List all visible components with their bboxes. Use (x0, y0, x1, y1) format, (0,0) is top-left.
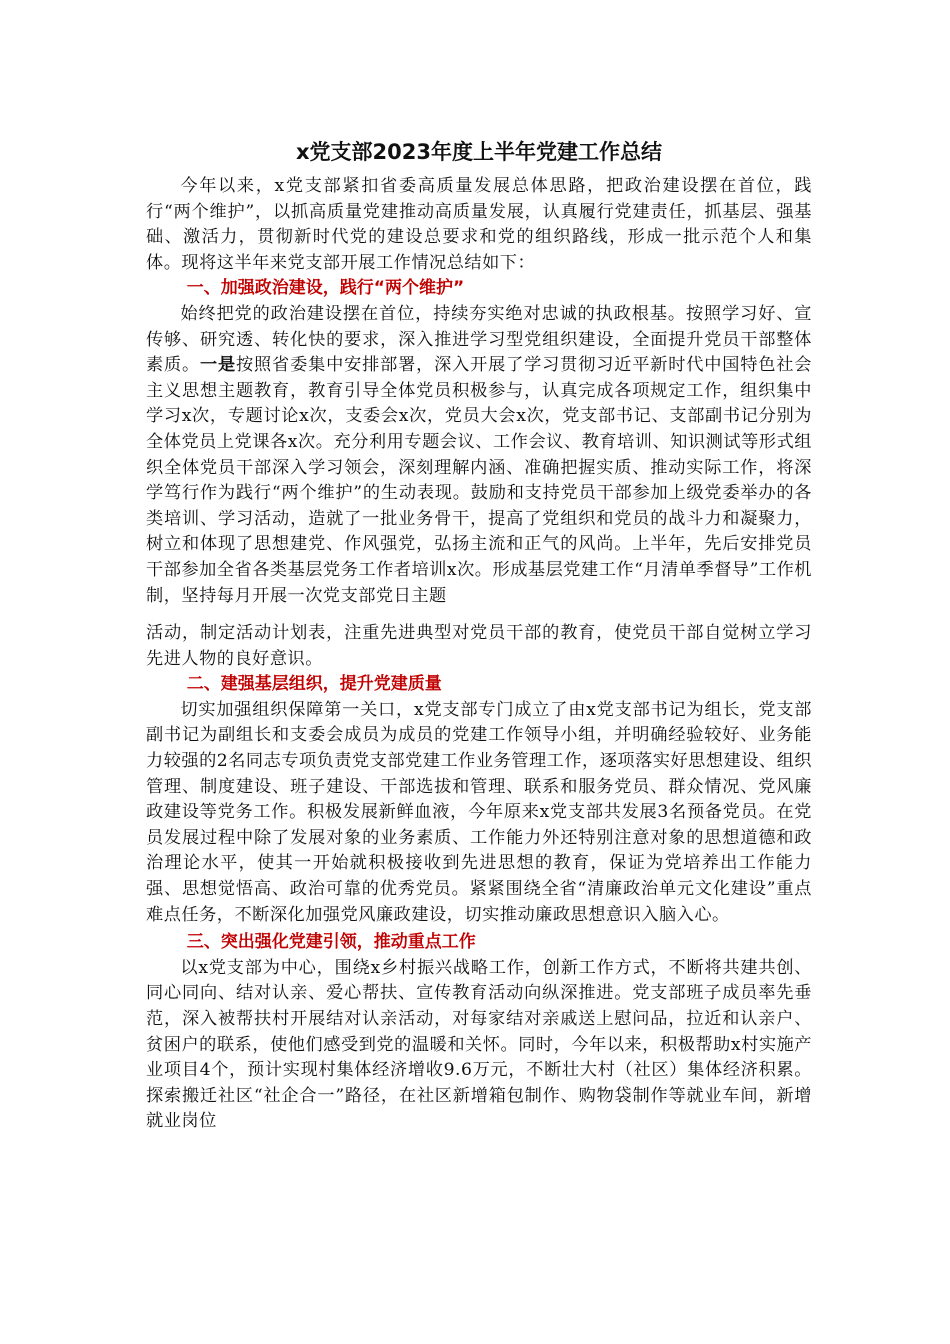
section-1-heading: 一、加强政治建设，践行“两个维护” (186, 278, 465, 299)
section-3-paragraph: 以x党支部为中心，围绕x乡村振兴战略工作，创新工作方式，不断将共建共创、同心同向、结对认亲、爱心帮扶、宣传教育活动向纵深推进。党支部班子成员率先垂范，深入被帮扶村开展结对认亲活动，对每家结对亲戚送上慰问品，拉近和认亲户、贫困户的联系，使他们感受到党的温暖和关怀。同时，今年以来，积极帮助x村实施产业项目4个，预计实现村集体经济增收9.6万元，不断壮大村（社区）集体经济积累。探索搬迁社区“社企合一”路径，在社区新增箱包制作、购物袋制作等就业车间，新增就业岗位 (146, 957, 812, 1132)
section-2-heading: 二、建强基层组织，提升党建质量 (186, 674, 442, 695)
document-title: x党支部2023年度上半年党建工作总结 (296, 140, 662, 164)
document-page (146, 138, 812, 1135)
section-2-paragraph: 切实加强组织保障第一关口，x党支部专门成立了由x党支部书记为组长，党支部副书记为副组长和支委会成员为成员的党建工作领导小组，并明确经验较好、业务能力较强的2名同志专项负责党支部党建工作业务管理工作，逐项落实好思想建设、组织管理、制度建设、班子建设、干部选拔和管理、联系和服务党员、群众情况、党风廉政建设等党务工作。积极发展新鲜血液，今年原来x党支部共发展3名预备党员。在党员发展过程中除了发展对象的业务素质、工作能力外还特别注意对象的思想道德和政治理论水平，使其一开始就积极接收到先进思想的教育，保证为党培养出工作能力强、思想觉悟高、政治可靠的优秀党员。紧紧围绕全省“清廉政治单元文化建设”重点难点任务，不断深化加强党风廉政建设，切实推动廉政思想意识入脑入心。 (146, 699, 812, 925)
section-1-text-a: 始终把党的政治建设摆在首位，持续夯实绝对忠诚的执政根基。按照学习好、宣传够、研究透、转化快的要求，深入推进学习型党组织建设，全面提升党员干部整体素质。 (146, 303, 812, 376)
section-1-paragraph (146, 302, 812, 609)
section-1-paragraph-continued: 活动，制定活动计划表，注重先进典型对党员干部的教育，使党员干部自觉树立学习先进人物的良好意识。 (146, 623, 812, 669)
section-1-text-b: 按照省委集中安排部署，深入开展了学习贯彻习近平新时代中国特色社会主义思想主题教育，教育引导全体党员积极参与，认真完成各项规定工作，组织集中学习x次，专题讨论x次，支委会x次，党员大会x次，党支部书记、支部副书记分别为全体党员上党课各x次。充分利用专题会议、工作会议、教育培训、知识测试等形式组织全体党员干部深入学习领会，深刻理解内涵、准确把握实质、推动实际工作，将深学笃行作为践行“两个维护”的生动表现。鼓励和支持党员干部参加上级党委举办的各类培训、学习活动，造就了一批业务骨干，提高了党组织和党员的战斗力和凝聚力，树立和体现了思想建党、作风强党，弘扬主流和正气的风尚。上半年，先后安排党员干部参加全省各类基层党务工作者培训x次。形成基层党建工作“月清单季督导”工作机制，坚持每月开展一次党支部党日主题 (146, 355, 812, 606)
intro-paragraph: 今年以来，x党支部紧扣省委高质量发展总体思路，把政治建设摆在首位，践行“两个维护”，以抓高质量党建推动高质量发展，认真履行党建责任，抓基层、强基础、激活力，贯彻新时代党的建设总要求和党的组织路线，形成一批示范个人和集体。现将这半年来党支部开展工作情况总结如下： (146, 176, 812, 273)
section-3-heading: 三、突出强化党建引领，推动重点工作 (186, 932, 476, 953)
section-1-lead: 一是 (200, 355, 237, 376)
